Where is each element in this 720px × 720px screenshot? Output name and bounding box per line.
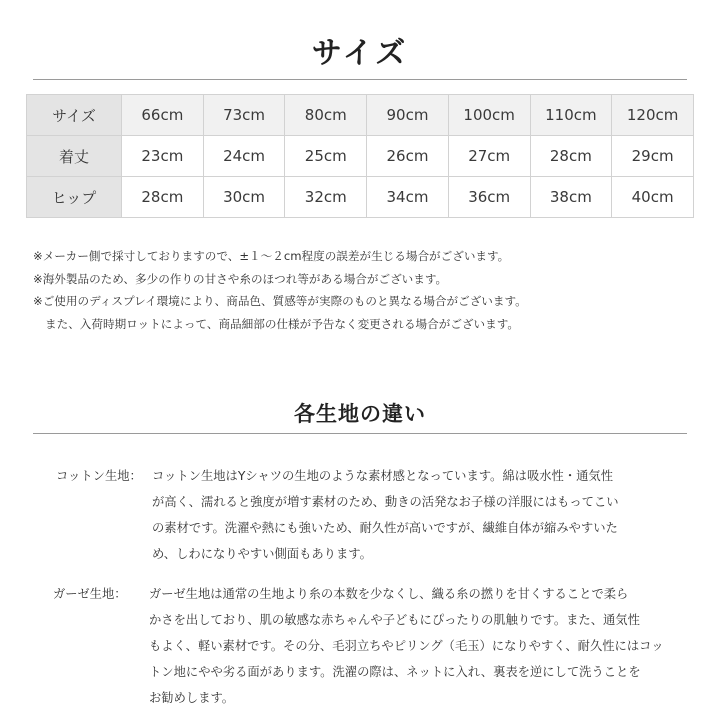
hip-cell: 38cm — [530, 177, 612, 218]
row-header-size: サイズ — [27, 95, 122, 136]
fabric-label: ガーゼ生地： — [53, 587, 127, 601]
length-cell: 26cm — [367, 136, 449, 177]
size-section-title: サイズ — [311, 36, 409, 71]
description-line: め、しわになりやすい側面もあります。 — [152, 547, 372, 561]
description-line: お勧めします。 — [149, 691, 235, 705]
length-cell: 28cm — [530, 136, 612, 177]
size-cell: 66cm — [122, 95, 204, 136]
fabric-gauze — [53, 581, 703, 711]
note-line: ※ご使用のディスプレイ環境により、商品色、質感等が実際のものと異なる場合がございます。 — [33, 294, 527, 308]
hip-cell: 40cm — [612, 177, 694, 218]
length-row — [27, 136, 694, 177]
size-table — [26, 94, 694, 218]
fabric-description — [149, 581, 689, 711]
description-line: もよく、軽い素材です。その分、毛羽立ちやピリング（毛玉）になりやすく、耐久性にはコッ — [149, 639, 664, 653]
size-divider — [33, 79, 687, 80]
description-line: トン地にやや劣る面があります。洗濯の際は、ネットに入れ、裏表を逆にして洗うことを — [149, 665, 641, 679]
hip-row — [27, 177, 694, 218]
fabric-label: コットン生地： — [56, 469, 142, 483]
description-line: コットン生地はYシャツの生地のような素材感となっています。綿は吸水性・通気性 — [152, 469, 614, 483]
note-line: ※海外製品のため、多少の作りの甘さや糸のほつれ等がある場合がございます。 — [33, 271, 448, 286]
size-cell: 80cm — [285, 95, 367, 136]
hip-cell: 36cm — [448, 177, 530, 218]
hip-cell: 30cm — [203, 177, 285, 218]
note-line: また、入荷時期ロットによって、商品細部の仕様が予告なく変更される場合がございます。 — [45, 316, 519, 331]
hip-cell: 32cm — [285, 177, 367, 218]
description-line: の素材です。洗濯や熱にも強いため、耐久性が高いですが、繊維自体が縮みやすいた — [152, 521, 618, 535]
fabric-section-title: 各生地の違い — [294, 402, 426, 426]
hip-cell: 34cm — [367, 177, 449, 218]
size-cell: 100cm — [448, 95, 530, 136]
length-cell: 27cm — [448, 136, 530, 177]
hip-cell: 28cm — [122, 177, 204, 218]
description-line: かさを出しており、肌の敏感な赤ちゃんや子どもにぴったりの肌触りです。また、通気性 — [149, 613, 640, 627]
note-line: ※メーカー側で採寸しておりますので、±１～２cm程度の誤差が生じる場合がございます。 — [33, 249, 510, 263]
length-cell: 24cm — [203, 136, 285, 177]
row-header-hip: ヒップ — [27, 177, 122, 218]
size-cell: 73cm — [203, 95, 285, 136]
fabric-cotton — [56, 463, 706, 567]
notes-block — [33, 245, 703, 335]
description-line: が高く、濡れると強度が増す素材のため、動きの活発なお子様の洋服にはもってこい — [152, 495, 619, 509]
fabric-divider — [33, 433, 687, 434]
description-line: ガーゼ生地は通常の生地より糸の本数を少なくし、織る糸の撚りを甘くすることで柔ら — [149, 587, 629, 601]
size-cell: 90cm — [367, 95, 449, 136]
row-header-length: 着丈 — [27, 136, 122, 177]
size-row — [27, 95, 694, 136]
length-cell: 29cm — [612, 136, 694, 177]
size-cell: 120cm — [612, 95, 694, 136]
size-cell: 110cm — [530, 95, 612, 136]
fabric-description — [152, 463, 692, 567]
length-cell: 23cm — [122, 136, 204, 177]
length-cell: 25cm — [285, 136, 367, 177]
